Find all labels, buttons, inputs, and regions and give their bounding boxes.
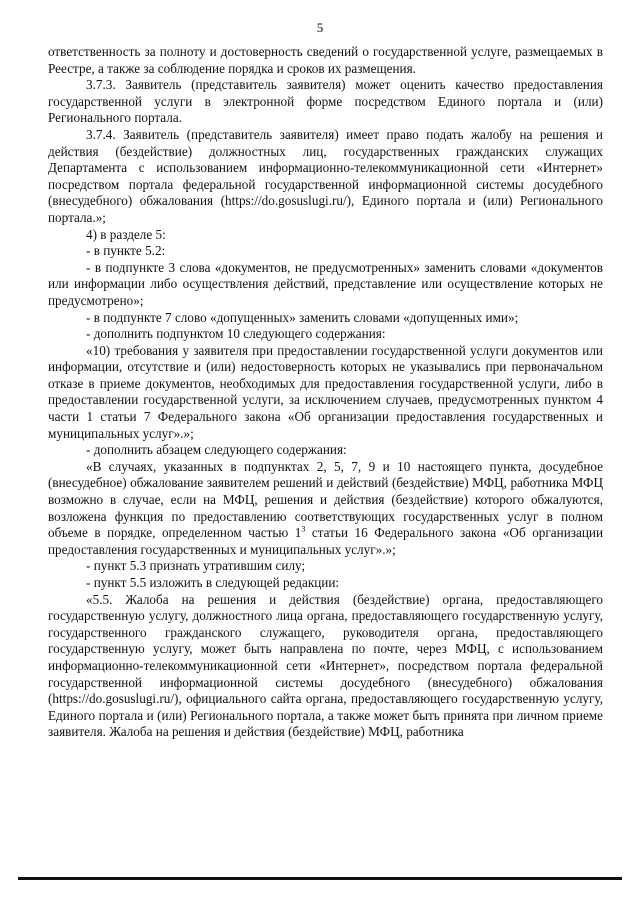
paragraph: «10) требования у заявителя при предоставлении государственной услуги документов или информации, отсутствие и (или) недостоверность которых не указывались при первоначальном отказе в приеме документов, необходимых для предоставления государственной услуги, либо в предоставлении государственной услуги, за исключением случаев, предусмотренных пунктом 4 части 1 статьи 7 Федерального закона «Об организации предоставления государственных и муниципальных услуг».»; (48, 342, 603, 441)
paragraph: - дополнить подпунктом 10 следующего содержания: (86, 326, 386, 342)
paragraph: 4) в разделе 5: (86, 226, 166, 242)
paragraph: ответственность за полноту и достоверность сведений о государственной услуге, размещаемых в Реестре, а также за соблюдение порядка и сроков их размещения. (48, 44, 603, 76)
paragraph: 3.7.4. Заявитель (представитель заявителя) имеет право подать жалобу на решения и действия (бездействие) должностных лиц, государственных гражданских служащих Департамента с использованием информационно-телекоммуникационной сети «Интернет» посредством портала федеральной государственной информационной системы досудебного (внесудебного) обжалования (https://do.gosuslugi.ru/), Единого портала и (или) Регионального портала.»; (48, 126, 603, 225)
paragraph-group-head (48, 44, 603, 459)
paragraph-text: статьи 16 Федерального закона «Об организации предоставления государственных и муниципальных услуг».»; (48, 525, 604, 557)
paragraph: «5.5. Жалоба на решения и действия (бездействие) органа, предоставляющего государственную услугу, должностного лица органа, предоставляющего государственную услугу, государственного гражданского служащего, руководителя органа, предоставляющего государственную услугу, может быть направлена по почте, через МФЦ, с использованием информационно-телекоммуникационной сети «Интернет», посредством портала федеральной государственной информационной системы досудебного (внесудебного) обжалования (https://do.gosuslugi.ru/), официального сайта органа, предоставляющего государственную услугу, Единого портала и (или) Регионального портала, а также может быть принята при личном приеме заявителя. Жалоба на решения и действия (бездействие) МФЦ, работника (48, 591, 603, 740)
document-body (48, 44, 603, 741)
paragraph-mfc-appeal (48, 459, 603, 559)
page-number: 5 (316, 20, 324, 35)
superscript: 3 (301, 524, 306, 534)
paragraph: 3.7.3. Заявитель (представитель заявителя) может оценить качество предоставления государственной услуги в электронной форме посредством Единого портала и (или) Регионального портала. (48, 77, 603, 126)
paragraph-group-tail (48, 558, 603, 741)
paragraph: - пункт 5.5 изложить в следующей редакции: (86, 575, 340, 590)
paragraph: - в подпункте 7 слово «допущенных» заменить словами «допущенных ими»; (86, 309, 519, 325)
paragraph: - в пункте 5.2: (86, 243, 166, 259)
paragraph: - в подпункте 3 слова «документов, не предусмотренных» заменить словами «документов или информации либо осуществления действий, представление или осуществление которых не предусмотрено»; (48, 259, 603, 308)
scan-bottom-border (18, 877, 622, 880)
paragraph-text: «В случаях, указанных в подпунктах 2, 5, 7, 9 и 10 настоящего пункта, досудебное (внесудебное) обжалование заявителем решений и действий (бездействие) МФЦ, работника МФЦ возможно в случае, если на МФЦ, решения и действия (бездействие) которого обжалуются, возложена функция по предоставлению соответствующих государственных услуг в полном объеме в порядке, определенном частью 1 (48, 458, 603, 541)
paragraph: - дополнить абзацем следующего содержания: (86, 442, 347, 458)
paragraph: - пункт 5.3 признать утратившим силу; (86, 558, 306, 574)
